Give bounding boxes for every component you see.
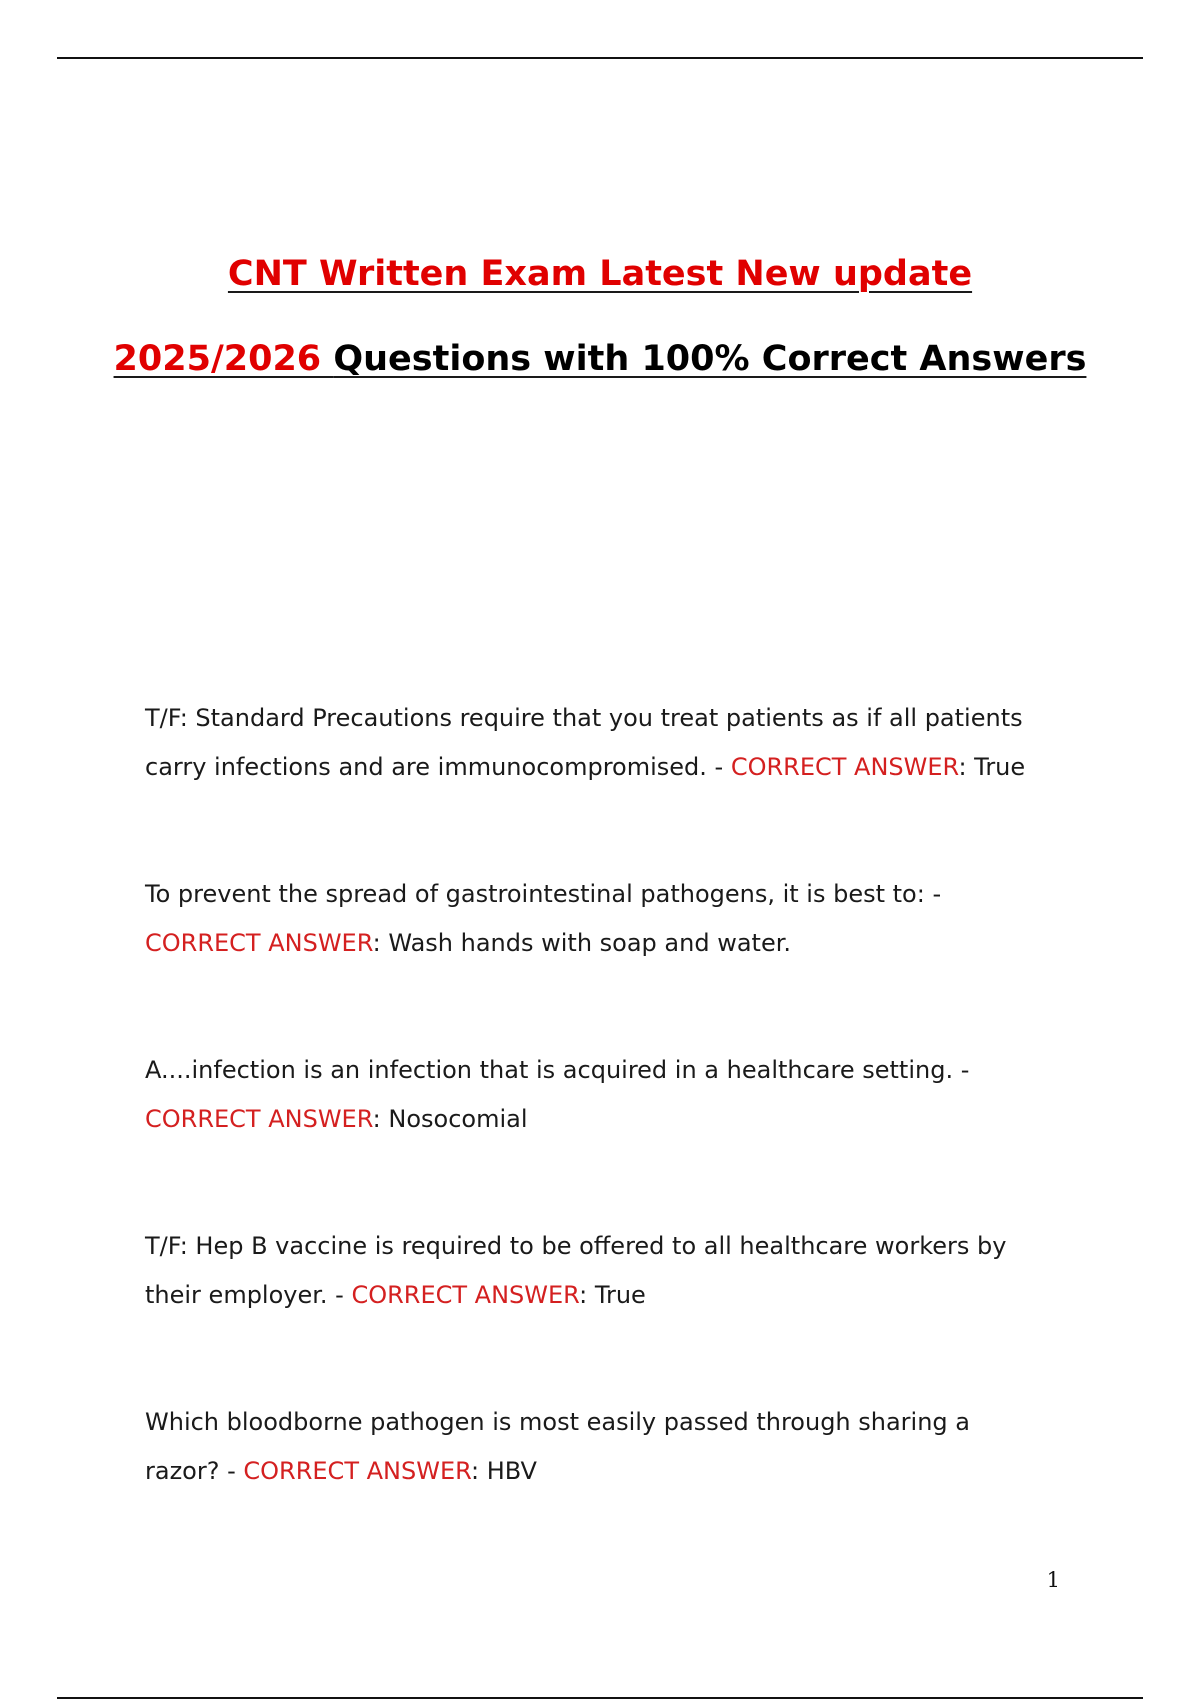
question-text: T/F: Hep B vaccine is required to be offered to all healthcare workers by their employer. - <box>145 1232 1007 1309</box>
qa-item <box>145 1222 1045 1320</box>
correct-answer-label: CORRECT ANSWER <box>145 1105 373 1133</box>
answer-text: : Nosocomial <box>372 1105 528 1133</box>
answer-text: : True <box>958 753 1026 781</box>
qa-item <box>145 694 1045 792</box>
question-text: Which bloodborne pathogen is most easily passed through sharing a razor? - <box>145 1408 970 1485</box>
correct-answer-label: CORRECT ANSWER <box>351 1281 580 1309</box>
question-text: T/F: Standard Precautions require that you treat patients as if all patients carry infections and are immunocompromised. - <box>145 704 1023 781</box>
qa-item <box>145 1046 1045 1144</box>
answer-text: : Wash hands with soap and water. <box>372 929 792 957</box>
correct-answer-label: CORRECT ANSWER <box>145 929 373 957</box>
title-red-line-2: 2025/2026 <box>113 339 334 379</box>
question-text: A....infection is an infection that is acquired in a healthcare setting. - <box>145 1056 970 1084</box>
title-red-line-1: CNT Written Exam Latest New update <box>227 254 973 294</box>
title-black-text: Questions with 100% Correct Answers <box>333 339 1087 379</box>
correct-answer-label: CORRECT ANSWER <box>730 753 959 781</box>
page-number: 1 <box>1046 1568 1060 1592</box>
answer-text: : True <box>579 1281 646 1309</box>
document-title <box>0 232 1200 402</box>
answer-text: : HBV <box>471 1457 537 1485</box>
top-rule <box>57 57 1143 59</box>
question-text: To prevent the spread of gastrointestinal pathogens, it is best to: - <box>145 880 942 908</box>
bottom-rule <box>57 1697 1143 1699</box>
qa-item <box>145 1398 1045 1496</box>
qa-item <box>145 870 1045 968</box>
question-list <box>145 694 1045 1574</box>
correct-answer-label: CORRECT ANSWER <box>243 1457 472 1485</box>
